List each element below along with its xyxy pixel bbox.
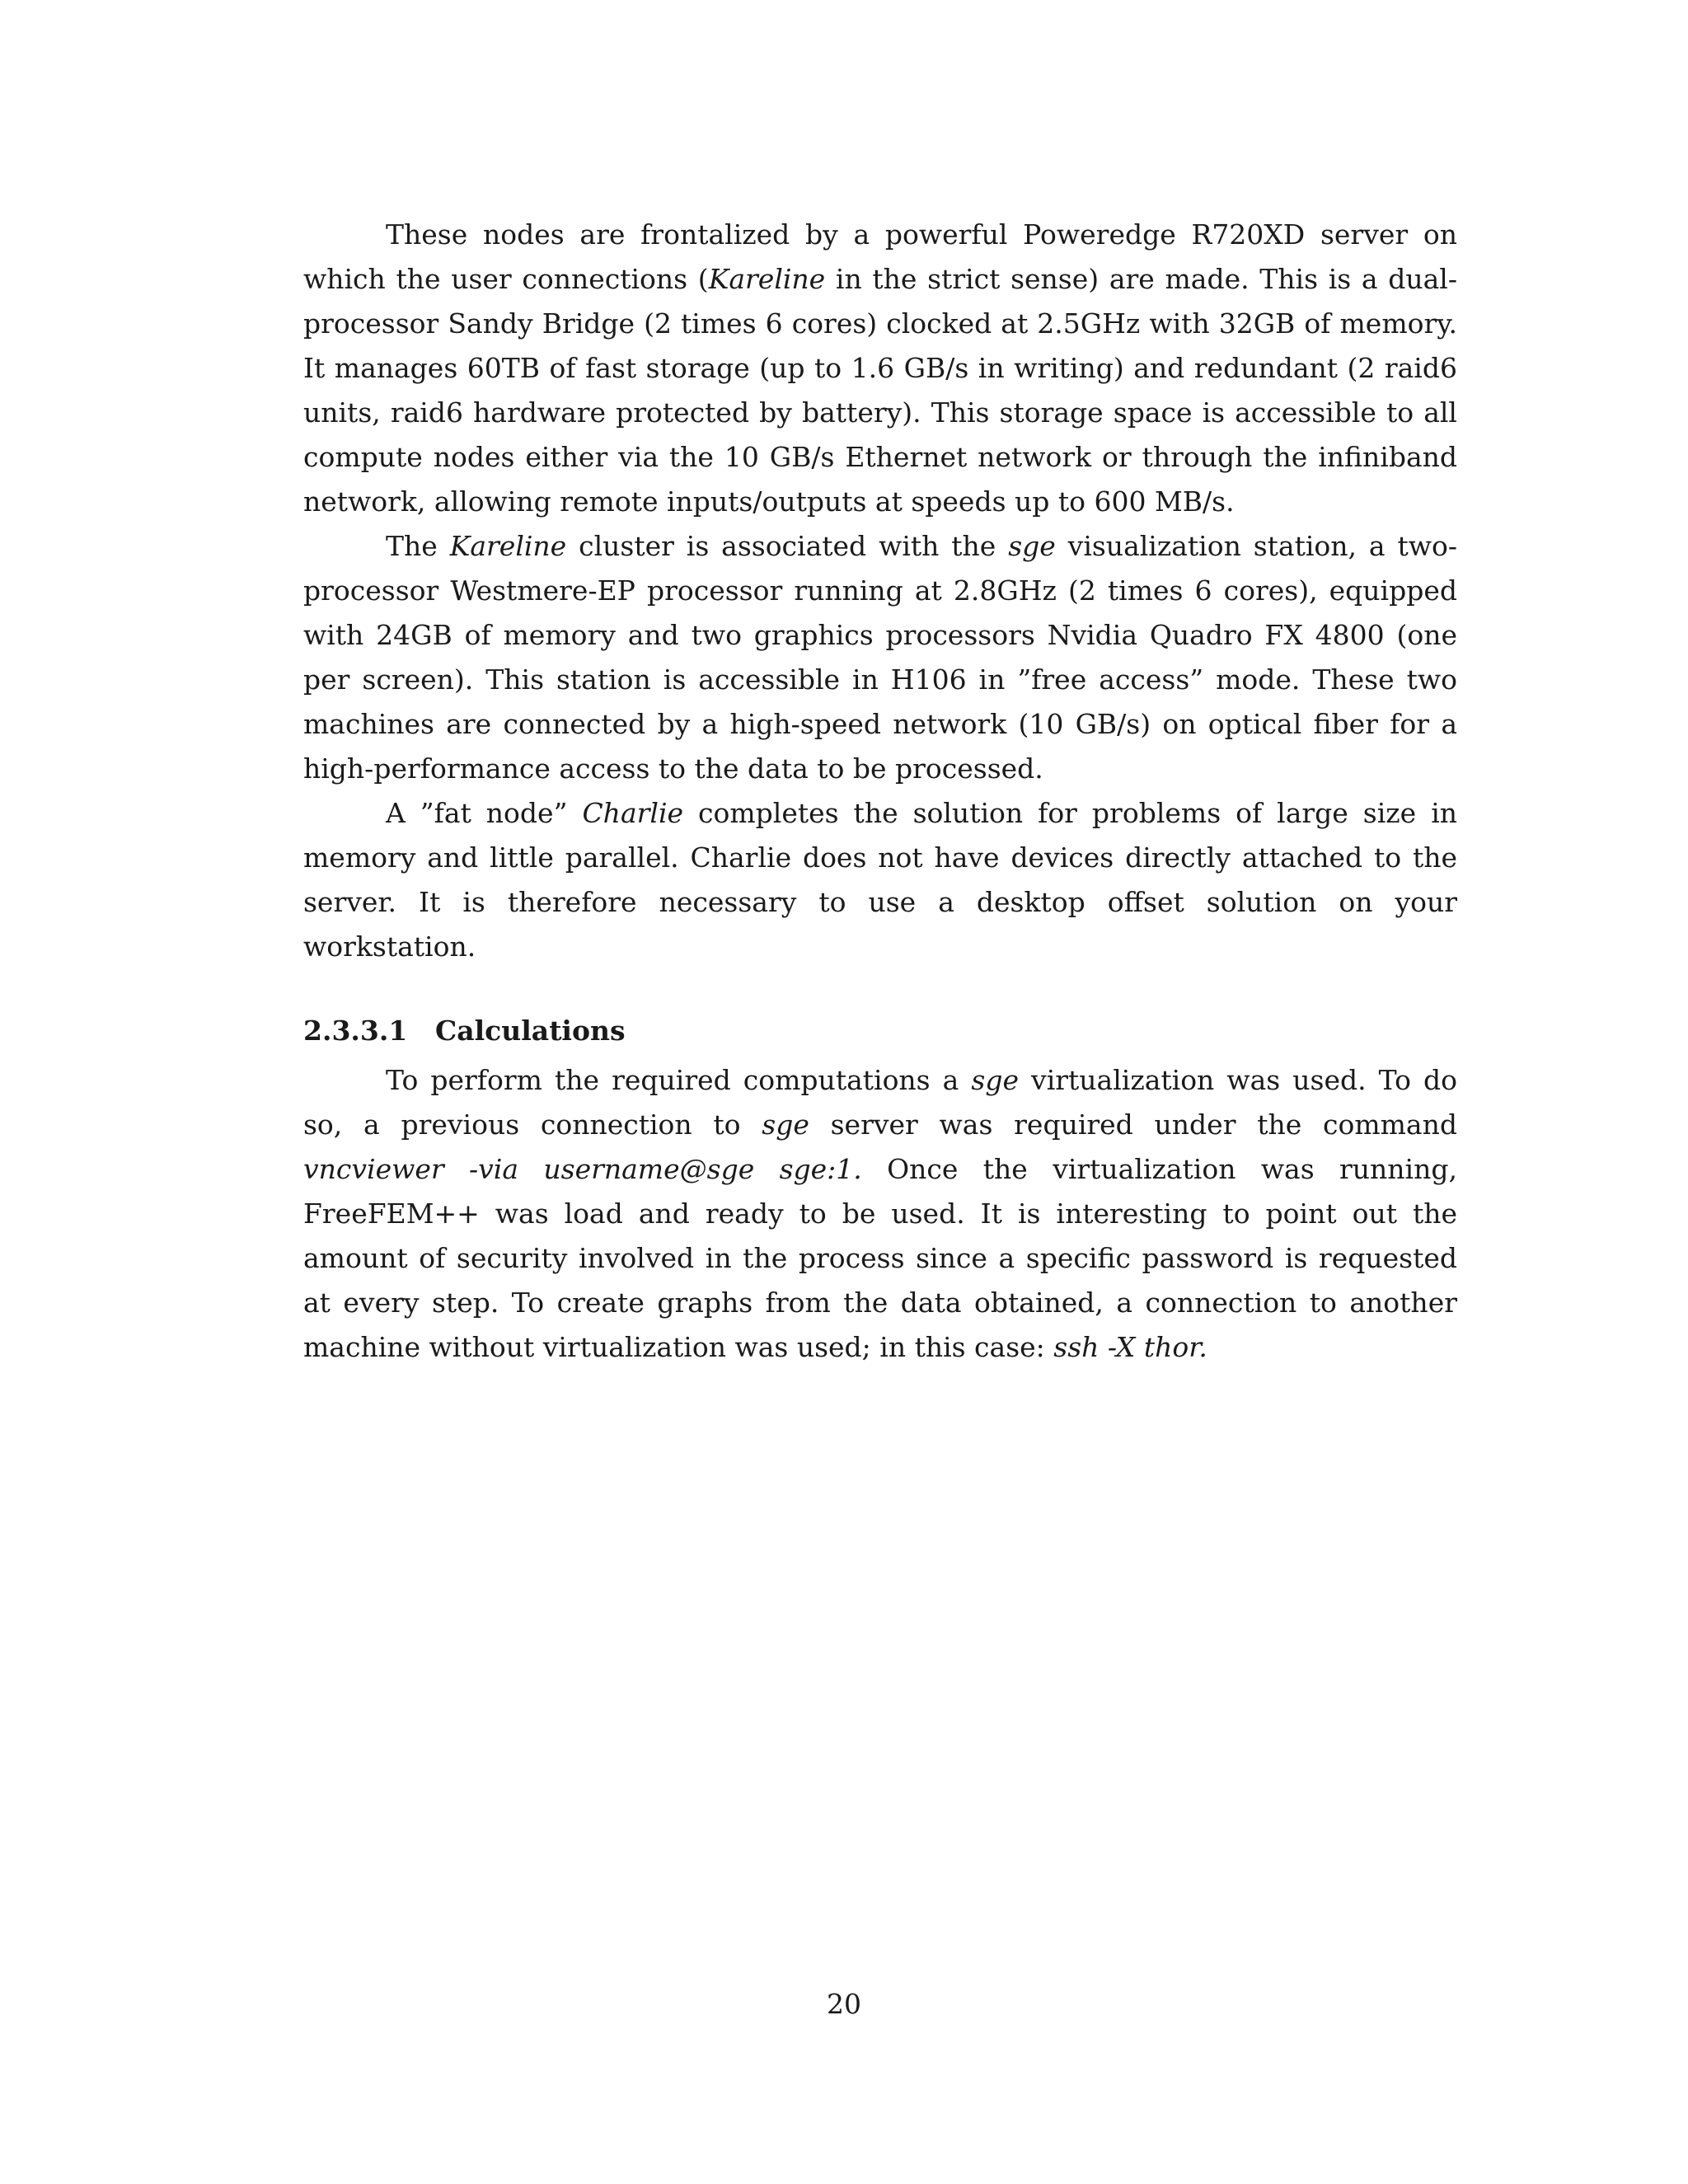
- paragraph-kareline-server: [303, 213, 1457, 524]
- section-title: Calculations: [435, 1015, 626, 1047]
- emphasis-sge: sge: [762, 1108, 809, 1141]
- paragraph-visualization-station: [303, 524, 1457, 791]
- emphasis-vncviewer-command: vncviewer -via username@sge sge:1.: [303, 1153, 862, 1185]
- emphasis-charlie: Charlie: [582, 797, 684, 829]
- text-run: The: [386, 530, 450, 562]
- text-run: A ”fat node”: [386, 797, 583, 829]
- page-number: 20: [827, 1988, 861, 2020]
- text-run: completes the solution for problems of large size in memory and little parallel. Charlie does not have devices directly attached to the server. It is therefore necessary to use a desktop offset solution on your workstation.: [303, 797, 1457, 963]
- emphasis-sge: sge: [971, 1064, 1019, 1096]
- emphasis-kareline: Kareline: [708, 263, 826, 295]
- section-heading: [303, 1009, 1457, 1053]
- text-run: virtualization was used. To do so, a previous connection to: [303, 1064, 1458, 1141]
- text-run: To perform the required computations a: [386, 1064, 972, 1096]
- text-run: cluster is associated with the: [566, 530, 1009, 562]
- text-run: These nodes are frontalized by a powerful Poweredge R720XD server on which the user connections (: [303, 218, 1457, 295]
- body-text: [303, 213, 1457, 1370]
- section-number: 2.3.3.1: [303, 1015, 408, 1047]
- text-run: in the strict sense) are made. This is a dual-processor Sandy Bridge (2 times 6 cores) clocked at 2.5GHz with 32GB of memory. It manages 60TB of fast storage (up to 1.6 GB/s in writing) and redundant (2 raid6 units, raid6 hardware protected by battery). This storage space is accessible to all compute nodes either via the 10 GB/s Ethernet network or through the infiniband network, allowing remote inputs/outputs at speeds up to 600 MB/s.: [303, 263, 1457, 518]
- emphasis-ssh-command: ssh -X thor.: [1053, 1331, 1207, 1363]
- emphasis-kareline: Kareline: [449, 530, 567, 562]
- paragraph-fat-node: [303, 791, 1457, 969]
- text-run: visualization station, a two-processor Westmere-EP processor running at 2.8GHz (2 times 6 cores), equipped with 24GB of memory and two graphics processors Nvidia Quadro FX 4800 (one per screen). This station is accessible in H106 in ”free access” mode. These two machines are connected by a high-speed network (10 GB/s) on optical fiber for a high-performance access to the data to be processed.: [303, 530, 1457, 785]
- emphasis-sge: sge: [1008, 530, 1056, 562]
- paragraph-calculations: [303, 1058, 1457, 1370]
- text-run: Once the virtualization was running, FreeFEM++ was load and ready to be used. It is interesting to point out the amount of security involved in the process since a specific password is requested at every step. To create graphs from the data obtained, a connection to another machine without virtualization was used; in this case:: [303, 1153, 1457, 1363]
- text-run: server was required under the command: [809, 1108, 1457, 1141]
